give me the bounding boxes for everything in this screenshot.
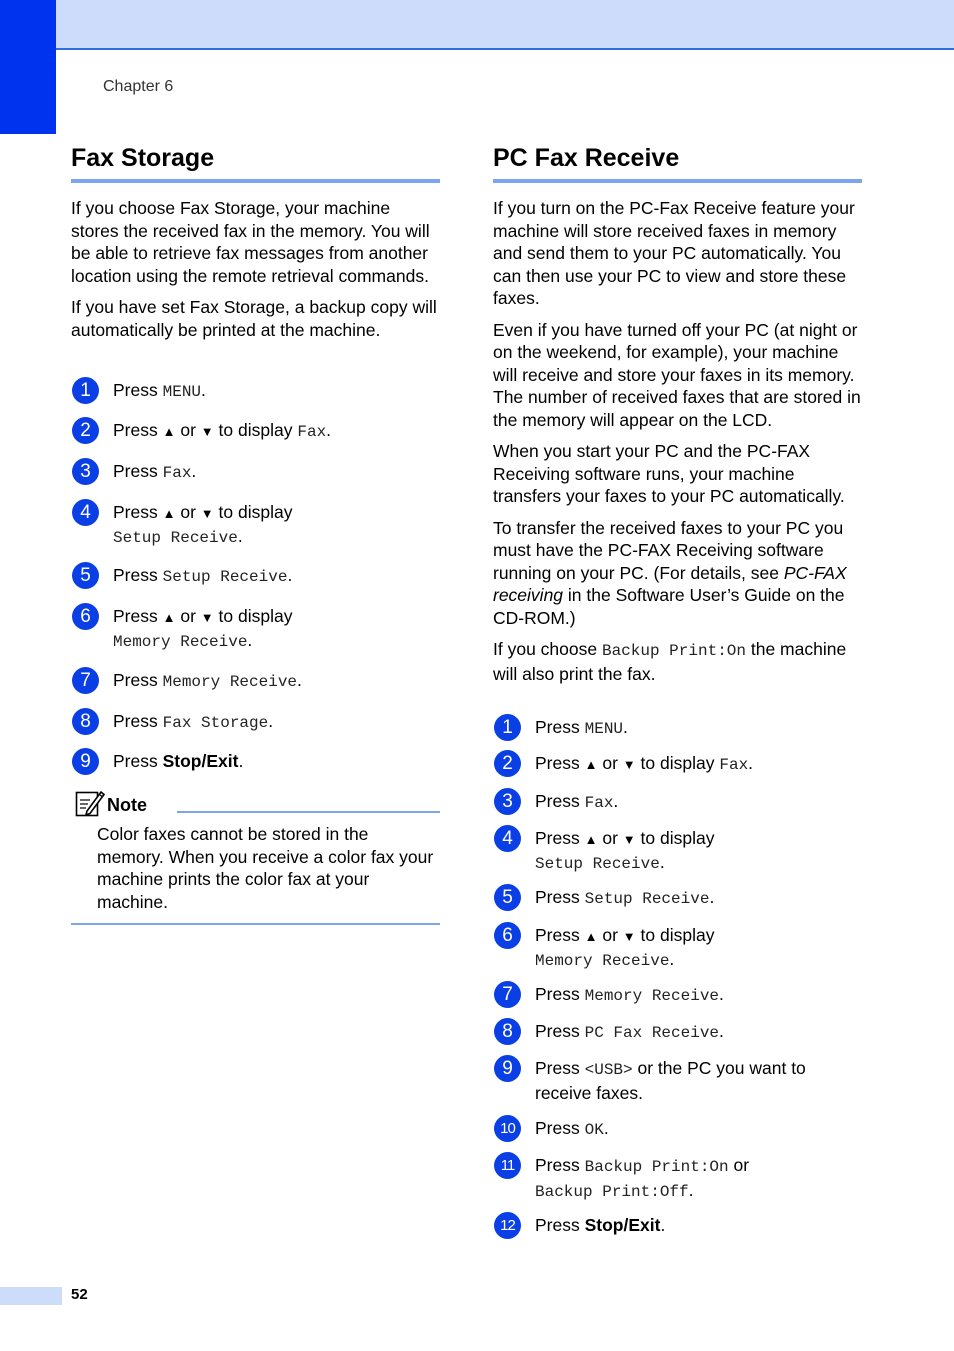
section-title-pc-fax-receive: PC Fax Receive [493, 141, 862, 183]
up-arrow-icon: ▲ [162, 506, 176, 521]
step-number-4: 4 [494, 825, 521, 852]
up-arrow-icon: ▲ [162, 424, 176, 439]
step-number-5: 5 [72, 562, 99, 589]
fax-storage-para-1: If you choose Fax Storage, your machine stores the received fax in the memory. You will be able to retrieve fax messages from another location using the remote retrieval commands. [71, 198, 430, 286]
pc-step-3: 3 Press Fax. [493, 790, 862, 815]
note-bottom-rule [71, 923, 440, 925]
step-8: 8 Press Fax Storage. [71, 710, 440, 735]
chapter-tab [0, 0, 56, 134]
step-number-9: 9 [72, 748, 99, 775]
down-arrow-icon: ▼ [622, 757, 636, 772]
pc-step-1: 1 Press MENU. [493, 716, 862, 741]
step-number-2: 2 [72, 417, 99, 444]
pc-step-7: 7 Press Memory Receive. [493, 983, 862, 1008]
note-text: Color faxes cannot be stored in the memory. When you receive a color fax your machine prints the color fax at your machine. [97, 824, 434, 912]
pc-fax-para-3: When you start your PC and the PC-FAX Receiving software runs, your machine transfers your faxes to your PC automatically. [493, 441, 845, 506]
step-number-7: 7 [494, 981, 521, 1008]
note-divider [177, 811, 440, 813]
fax-storage-section [71, 141, 440, 912]
pc-fax-para-4: To transfer the received faxes to your PC you must have the PC-FAX Receiving software running on your PC. (For details, see PC-FAX receiving in the Software User’s Guide on the CD-ROM.) [493, 517, 847, 628]
up-arrow-icon: ▲ [584, 757, 598, 772]
footer-band [0, 1287, 62, 1305]
step-number-2: 2 [494, 750, 521, 777]
pc-step-8: 8 Press PC Fax Receive. [493, 1020, 862, 1045]
down-arrow-icon: ▼ [200, 610, 214, 625]
step-7: 7 Press Memory Receive. [71, 669, 440, 694]
step-number-4: 4 [72, 499, 99, 526]
pc-step-10: 10 Press OK. [493, 1117, 862, 1142]
note-pencil-icon [75, 789, 105, 817]
step-number-6: 6 [494, 922, 521, 949]
pc-step-11: 11 Press Backup Print:On or Backup Print:Off. [493, 1154, 862, 1204]
step-number-8: 8 [494, 1018, 521, 1045]
chapter-label: Chapter 6 [103, 78, 174, 95]
step-number-11: 11 [494, 1152, 521, 1179]
up-arrow-icon: ▲ [584, 832, 598, 847]
down-arrow-icon: ▼ [622, 832, 636, 847]
down-arrow-icon: ▼ [622, 929, 636, 944]
step-number-5: 5 [494, 884, 521, 911]
step-number-12: 12 [494, 1212, 521, 1239]
step-5: 5 Press Setup Receive. [71, 564, 440, 589]
step-2: 2 Press ▲ or ▼ to display Fax. [71, 419, 440, 444]
pc-fax-para-1: If you turn on the PC-Fax Receive feature your machine will store received faxes in memory and send them to your PC automatically. You can then use your PC to view and store these faxes. [493, 198, 855, 308]
step-9: 9 Press Stop/Exit. [71, 750, 440, 773]
note-label: Note [107, 795, 147, 815]
up-arrow-icon: ▲ [162, 610, 176, 625]
pc-fax-para-5: If you choose Backup Print:On the machine will also print the fax. [493, 639, 847, 684]
step-number-6: 6 [72, 603, 99, 630]
step-6: 6 Press ▲ or ▼ to display Memory Receive. [71, 605, 440, 654]
step-number-8: 8 [72, 708, 99, 735]
fax-storage-para-2: If you have set Fax Storage, a backup copy will automatically be printed at the machine. [71, 297, 437, 340]
down-arrow-icon: ▼ [200, 424, 214, 439]
step-number-1: 1 [494, 714, 521, 741]
pc-step-6: 6 Press ▲ or ▼ to display Memory Receive. [493, 924, 862, 973]
pc-step-4: 4 Press ▲ or ▼ to display Setup Receive. [493, 827, 862, 876]
step-number-3: 3 [494, 788, 521, 815]
pc-step-2: 2 Press ▲ or ▼ to display Fax. [493, 752, 862, 777]
page-number: 52 [71, 1286, 88, 1303]
up-arrow-icon: ▲ [584, 929, 598, 944]
header-band [0, 0, 954, 50]
pc-fax-para-2: Even if you have turned off your PC (at night or on the weekend, for example), your machine will receive and store your faxes in its memory. The number of received faxes that are stored in the memory will appear on the LCD. [493, 319, 861, 430]
pc-step-9: 9 Press <USB> or the PC you want to receive faxes. [493, 1057, 862, 1105]
step-4: 4 Press ▲ or ▼ to display Setup Receive. [71, 501, 440, 550]
step-number-3: 3 [72, 458, 99, 485]
pc-step-12: 12 Press Stop/Exit. [493, 1214, 862, 1237]
pc-fax-receive-section [493, 141, 862, 1235]
pc-step-5: 5 Press Setup Receive. [493, 886, 862, 911]
step-number-9: 9 [494, 1055, 521, 1082]
step-number-10: 10 [494, 1115, 521, 1142]
section-title-fax-storage: Fax Storage [71, 141, 440, 183]
step-number-7: 7 [72, 667, 99, 694]
step-number-1: 1 [72, 377, 99, 404]
step-3: 3 Press Fax. [71, 460, 440, 485]
software-guide-reference: PC-FAX receiving [493, 562, 847, 605]
down-arrow-icon: ▼ [200, 506, 214, 521]
step-1: 1 Press MENU. [71, 379, 440, 404]
